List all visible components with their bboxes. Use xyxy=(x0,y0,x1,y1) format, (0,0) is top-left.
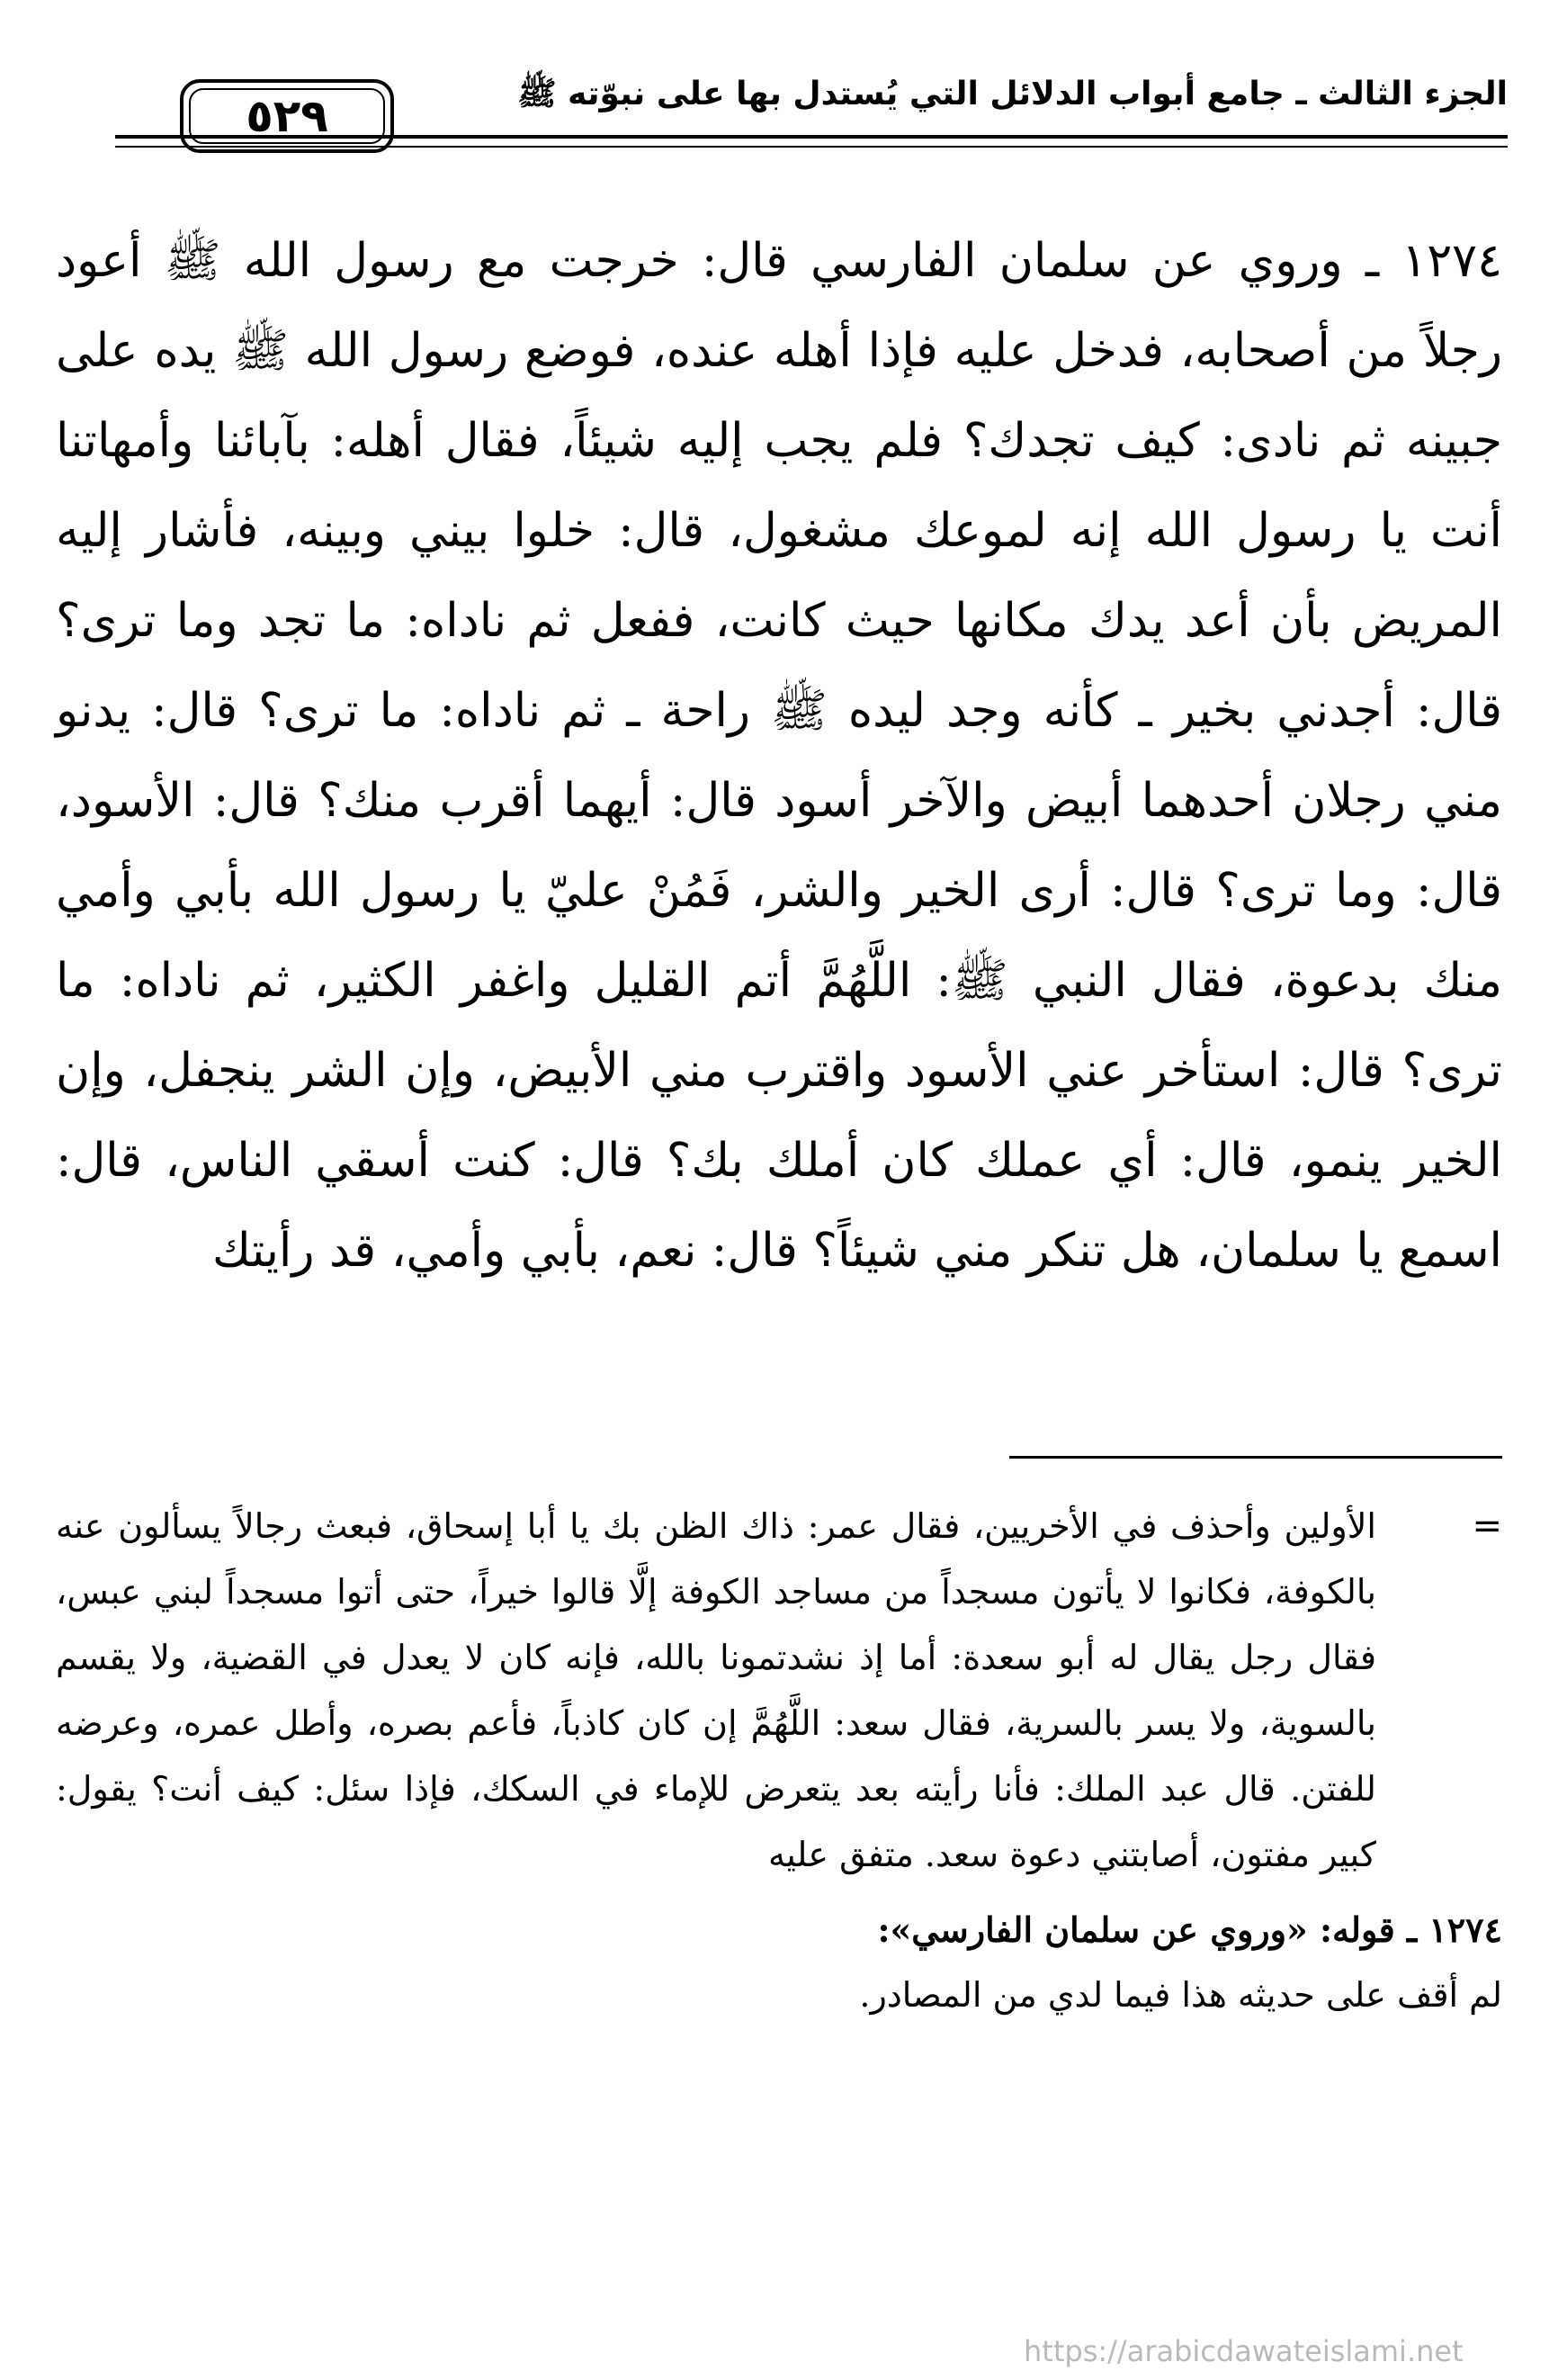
footnote-divider xyxy=(1009,1456,1502,1459)
continuation-text: الأولين وأحذف في الأخريين، فقال عمر: ذاك الظن بك يا أبا إسحاق، فبعث رجالاً يسألون عنه بالكوفة، فكانوا لا يأتون مسجداً من مساجد الكوفة إلَّا قالوا خيراً، حتى أتوا مسجداً لبني عبس، فقال رجل يقال له أبو سعدة: أما إذ نشدتمونا بالله، فإنه كان لا يعدل في القضية، ولا يقسم بالسوية، ولا يسر بالسرية، فقال سعد: اللَّهُمَّ إن كان كاذباً، فأعم بصره، وأطل عمره، وعرضه للفتن. قال عبد الملك: فأنا رأيته بعد يتعرض للإماء في السكك، فإذا سئل: كيف أنت؟ يقول: كبير مفتون، أصابتني دعوة سعد. متفق عليه xyxy=(56,1506,1376,1874)
footnote-continuation xyxy=(56,1494,1502,1888)
footnote-note xyxy=(56,1897,1502,2028)
footnote-note-heading: ١٢٧٤ ـ قوله: «وروي عن سلمان الفارسي»: xyxy=(877,1909,1502,1950)
main-paragraph: ١٢٧٤ ـ وروي عن سلمان الفارسي قال: خرجت مع رسول الله ﷺ أعود رجلاً من أصحابه، فدخل عليه فإذا أهله عنده، فوضع رسول الله ﷺ يده على جبينه ثم نادى: كيف تجدك؟ فلم يجب إليه شيئاً، فقال أهله: بآبائنا وأمهاتنا أنت يا رسول الله إنه لموعك مشغول، قال: خلوا بيني وبينه، فأشار إليه المريض بأن أعد يدك مكانها حيث كانت، ففعل ثم ناداه: ما تجد وما ترى؟ قال: أجدني بخير ـ كأنه وجد ليده ﷺ راحة ـ ثم ناداه: ما ترى؟ قال: يدنو مني رجلان أحدهما أبيض والآخر أسود قال: أيهما أقرب منك؟ قال: الأسود، قال: وما ترى؟ قال: أرى الخير والشر، فَمُنْ عليّ يا رسول الله بأبي وأمي منك بدعوة، فقال النبي ﷺ: اللَّهُمَّ أتم القليل واغفر الكثير، ثم ناداه: ما ترى؟ قال: استأخر عني الأسود واقترب مني الأبيض، وإن الشر ينجفل، وإن الخير ينمو، قال: أي عملك كان أملك بك؟ قال: كنت أسقي الناس، قال: اسمع يا سلمان، هل تنكر مني شيئاً؟ قال: نعم، بأبي وأمي، قد رأيتك xyxy=(56,234,1502,1278)
header-rule-thin xyxy=(115,146,1508,148)
page-number-frame xyxy=(180,79,394,153)
page-header xyxy=(115,72,1508,162)
continuation-marker: = xyxy=(1472,1505,1502,1547)
header-rule-thick xyxy=(115,135,1508,139)
page-number: ٥٢٩ xyxy=(246,90,328,142)
footnotes-block xyxy=(56,1494,1502,2028)
main-text-block xyxy=(56,216,1502,1296)
watermark: https://arabicdawateislami.net xyxy=(1024,2334,1464,2368)
footnote-note-text: لم أقف على حديثه هذا فيما لدي من المصادر. xyxy=(859,1975,1502,2015)
running-title: الجزء الثالث ـ جامع أبواب الدلائل التي يُستدل بها على نبوّته ﷺ xyxy=(517,76,1508,112)
